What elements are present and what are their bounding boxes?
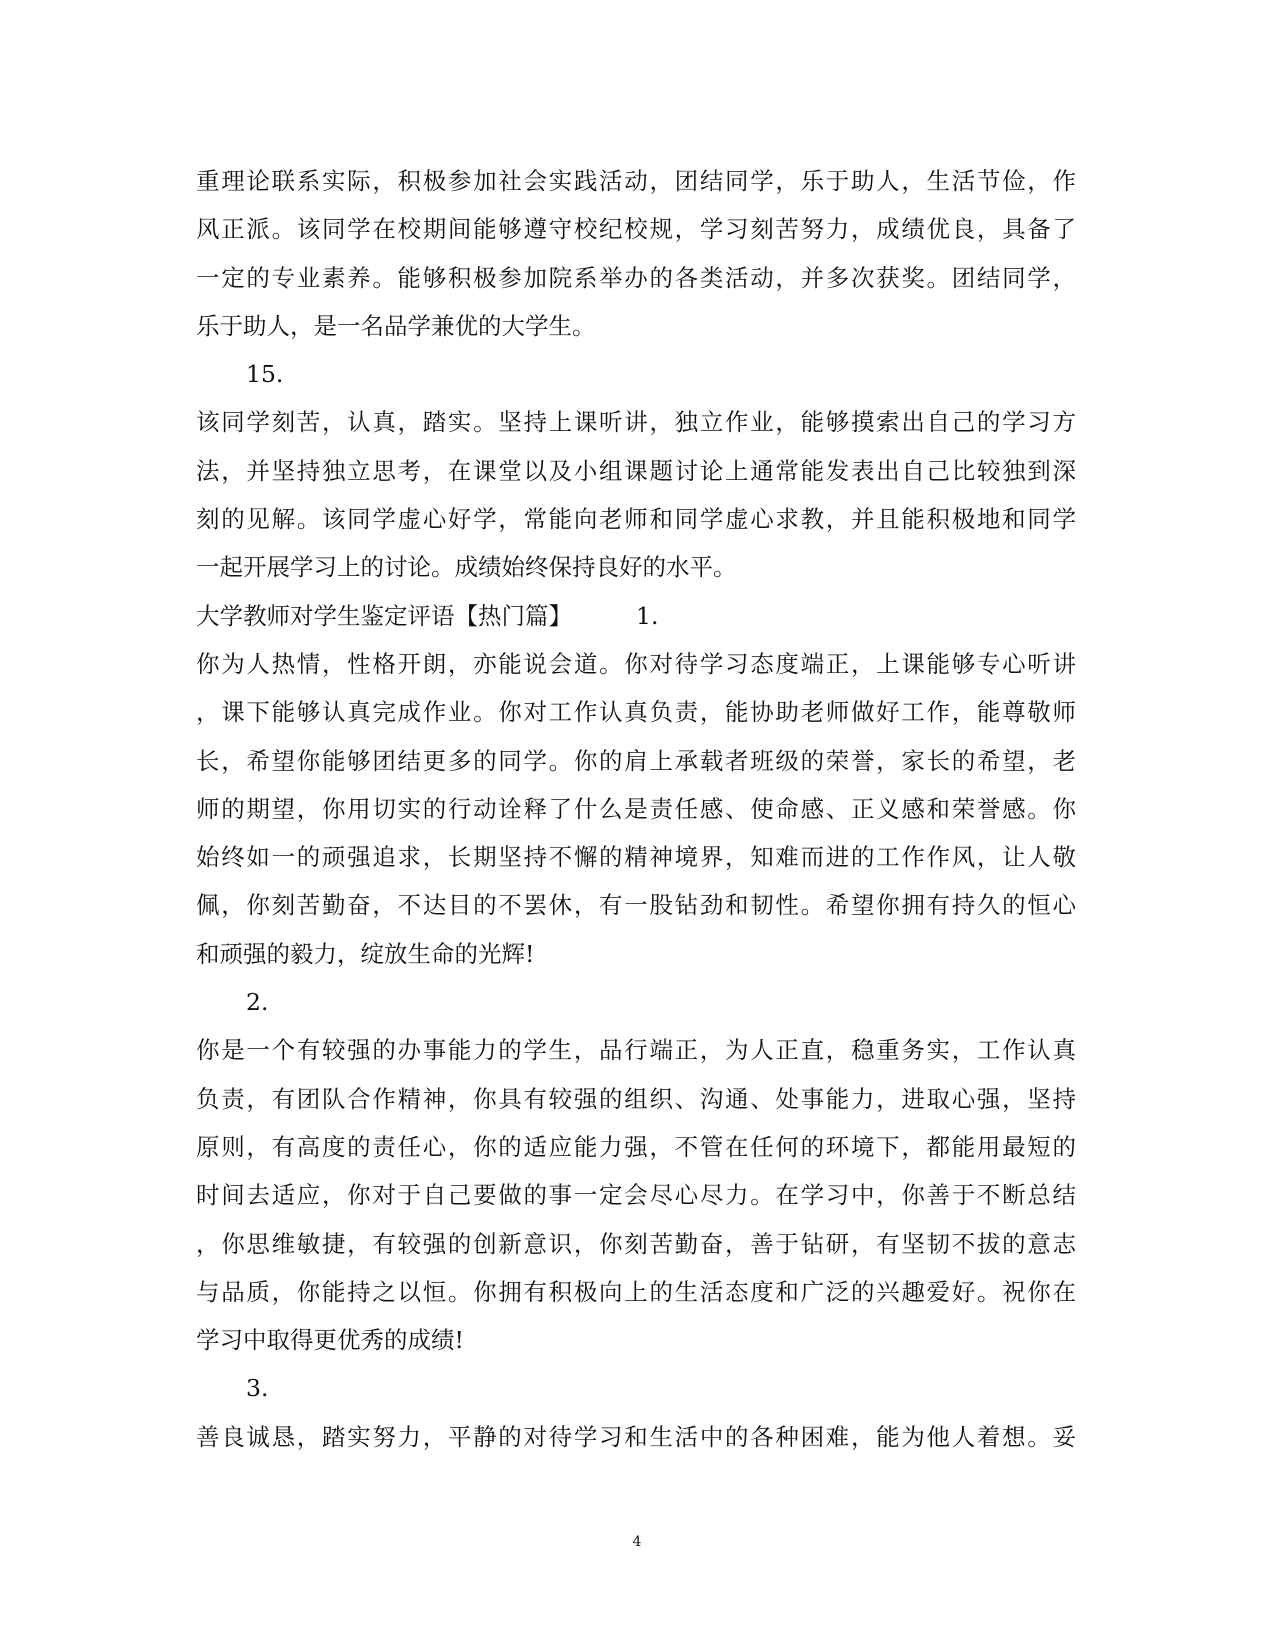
section-heading-text: 大学教师对学生鉴定评语【热门篇】	[196, 601, 572, 630]
text-line: 你为人热情，性格开朗，亦能说会道。你对待学习态度端正，上课能够专心听讲	[196, 649, 1076, 678]
item-number: 2.	[246, 988, 269, 1017]
text-line: 该同学刻苦，认真，踏实。坚持上课听讲，独立作业，能够摸索出自己的学习方	[196, 408, 1076, 437]
text-line: 善良诚恳，踏实努力，平静的对待学习和生活中的各种困难，能为他人着想。妥	[196, 1422, 1076, 1451]
text-line: 你是一个有较强的办事能力的学生，品行端正，为人正直，稳重务实，工作认真	[196, 1036, 1076, 1065]
text-line: 和顽强的毅力，绽放生命的光辉!	[196, 939, 535, 968]
text-line: 原则，有高度的责任心，你的适应能力强，不管在任何的环境下，都能用最短的	[196, 1132, 1076, 1161]
text-line: 长，希望你能够团结更多的同学。你的肩上承载者班级的荣誉，家长的希望，老	[196, 746, 1076, 775]
text-line: 重理论联系实际，积极参加社会实践活动，团结同学，乐于助人，生活节俭，作	[196, 167, 1076, 195]
item-number: 3.	[246, 1374, 269, 1403]
section-heading	[196, 592, 1076, 640]
text-line: 佩，你刻苦勤奋，不达目的不罢休，有一股钻劲和韧性。希望你拥有持久的恒心	[196, 891, 1076, 920]
item-number: 15.	[246, 360, 284, 389]
text-line: 始终如一的顽强追求，长期坚持不懈的精神境界，知难而进的工作作风，让人敬	[196, 843, 1076, 872]
text-line: 风正派。该同学在校期间能够遵守校纪校规，学习刻苦努力，成绩优良，具备了	[196, 215, 1076, 244]
text-line: ，课下能够认真完成作业。你对工作认真负责，能协助老师做好工作，能尊敬师	[196, 698, 1076, 727]
item-number: 1.	[636, 601, 659, 630]
text-line: 学习中取得更优秀的成绩!	[196, 1326, 464, 1355]
text-line: 与品质，你能持之以恒。你拥有积极向上的生活态度和广泛的兴趣爱好。祝你在	[196, 1277, 1076, 1306]
text-line: 师的期望，你用切实的行动诠释了什么是责任感、使命感、正义感和荣誉感。你	[196, 794, 1076, 823]
text-line: 一起开展学习上的讨论。成绩始终保持良好的水平。	[196, 553, 737, 582]
document-body	[196, 157, 1076, 1461]
text-line: 时间去适应，你对于自己要做的事一定会尽心尽力。在学习中，你善于不断总结	[196, 1181, 1076, 1210]
text-line: 刻的见解。该同学虚心好学，常能向老师和同学虚心求教，并且能积极地和同学	[196, 505, 1076, 534]
text-line: 负责，有团队合作精神，你具有较强的组织、沟通、处事能力，进取心强，坚持	[196, 1084, 1076, 1113]
text-line: ，你思维敏捷，有较强的创新意识，你刻苦勤奋，善于钻研，有坚韧不拔的意志	[196, 1229, 1076, 1258]
text-line: 法，并坚持独立思考，在课堂以及小组课题讨论上通常能发表出自己比较独到深	[196, 456, 1076, 485]
page-number: 4	[632, 1534, 642, 1550]
text-line: 一定的专业素养。能够积极参加院系举办的各类活动，并多次获奖。团结同学，	[196, 263, 1076, 292]
text-line: 乐于助人，是一名品学兼优的大学生。	[196, 311, 596, 340]
